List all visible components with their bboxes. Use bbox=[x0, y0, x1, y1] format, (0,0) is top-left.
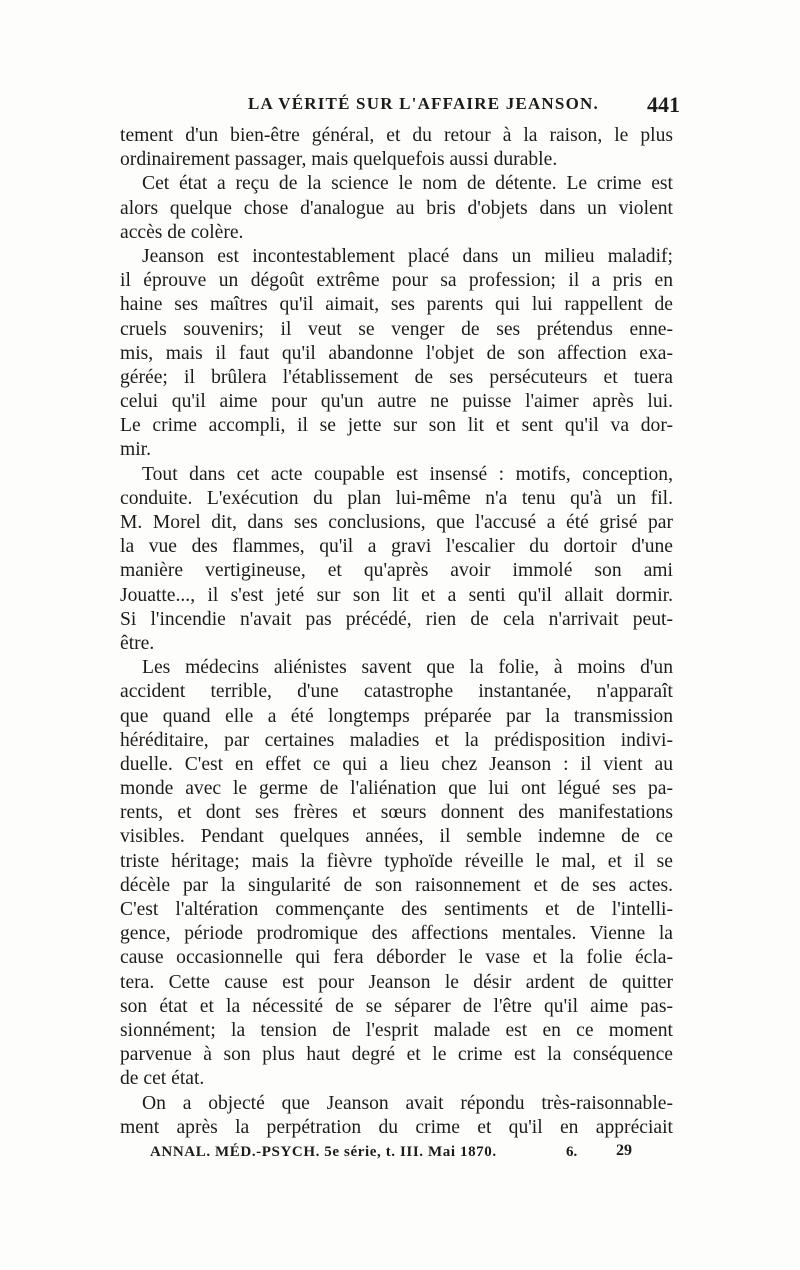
text-line: que quand elle a été longtemps préparée par la transmission bbox=[120, 705, 673, 727]
text-line: gence, période prodromique des affections mentales. Vienne la bbox=[120, 923, 673, 945]
footer-signature-mark: 6. bbox=[566, 1144, 578, 1160]
text-line: mis, mais il faut qu'il abandonne l'objet de son affection exa- bbox=[120, 342, 673, 364]
body-text bbox=[120, 124, 673, 1140]
text-line: décèle par la singularité de son raisonnement et de ses actes. bbox=[120, 874, 673, 896]
text-line: cause occasionnelle qui fera déborder le vase et la folie écla- bbox=[120, 947, 673, 969]
text-line: accès de colère. bbox=[120, 221, 244, 243]
running-title: LA VÉRITÉ SUR L'AFFAIRE JEANSON. bbox=[248, 94, 599, 113]
footer-source: ANNAL. MÉD.-PSYCH. 5e série, t. III. Mai 1870. bbox=[150, 1144, 497, 1160]
text-line: son état et la nécessité de se séparer de l'être qu'il aime pas- bbox=[120, 995, 673, 1017]
text-line: Le crime accompli, il se jette sur son lit et sent qu'il va dor- bbox=[120, 415, 673, 437]
text-line: tement d'un bien-être général, et du retour à la raison, le plus bbox=[120, 125, 673, 146]
page-footer bbox=[150, 1142, 650, 1166]
text-line: tera. Cette cause est pour Jeanson le désir ardent de quitter bbox=[120, 971, 673, 993]
text-line: monde avec le germe de l'aliénation que lui ont légué ses pa- bbox=[120, 778, 673, 800]
running-head bbox=[120, 92, 680, 118]
text-line: mir. bbox=[120, 439, 152, 461]
text-line: conduite. L'exécution du plan lui-même n'a tenu qu'à un fil. bbox=[120, 487, 673, 509]
text-line: haine ses maîtres qu'il aimait, ses parents qui lui rappellent de bbox=[120, 294, 673, 316]
text-line: Les médecins aliénistes savent que la folie, à moins d'un bbox=[142, 657, 673, 679]
footer-sheet-number: 29 bbox=[616, 1142, 632, 1159]
text-line: Si l'incendie n'avait pas précédé, rien de cela n'arrivait peut- bbox=[120, 608, 673, 630]
text-line: manière vertigineuse, et qu'après avoir immolé son ami bbox=[120, 560, 673, 582]
text-line: de cet état. bbox=[120, 1068, 205, 1090]
text-line: Jeanson est incontestablement placé dans un milieu maladif; bbox=[142, 245, 673, 267]
text-line: visibles. Pendant quelques années, il semble indemne de ce bbox=[120, 826, 673, 848]
text-line: alors quelque chose d'analogue au bris d'objets dans un violent bbox=[120, 197, 673, 219]
text-line: il éprouve un dégoût extrême pour sa profession; il a pris en bbox=[120, 270, 673, 292]
text-line: ment après la perpétration du crime et qu'il en appréciait bbox=[120, 1116, 673, 1138]
text-line: duelle. C'est en effet ce qui a lieu chez Jeanson : il vient au bbox=[120, 753, 673, 775]
text-line: celui qu'il aime pour qu'un autre ne puisse l'aimer après lui. bbox=[120, 391, 673, 413]
text-line: parvenue à son plus haut degré et le crime est la conséquence bbox=[120, 1044, 673, 1066]
text-line: On a objecté que Jeanson avait répondu très-raisonnable- bbox=[142, 1092, 673, 1114]
text-line: triste héritage; mais la fièvre typhoïde réveille le mal, et il se bbox=[120, 850, 673, 872]
text-line: ordinairement passager, mais quelquefois aussi durable. bbox=[120, 149, 558, 171]
text-line: cruels souvenirs; il veut se venger de ses prétendus enne- bbox=[120, 318, 673, 340]
text-line: Tout dans cet acte coupable est insensé : motifs, conception, bbox=[142, 463, 673, 485]
text-line: gérée; il brûlera l'établissement de ses persécuteurs et tuera bbox=[120, 366, 673, 388]
text-line: être. bbox=[120, 632, 155, 654]
text-line: sionnément; la tension de l'esprit malade est en ce moment bbox=[120, 1019, 673, 1041]
text-line: M. Morel dit, dans ses conclusions, que l'accusé a été grisé par bbox=[120, 512, 673, 533]
text-line: Jouatte..., il s'est jeté sur son lit et a senti qu'il allait dormir. bbox=[120, 584, 673, 606]
text-line: héréditaire, par certaines maladies et la prédisposition indivi- bbox=[120, 729, 673, 751]
text-line: la vue des flammes, qu'il a gravi l'escalier du dortoir d'une bbox=[120, 536, 673, 558]
text-line: Cet état a reçu de la science le nom de détente. Le crime est bbox=[142, 173, 673, 195]
page-number: 441 bbox=[647, 92, 680, 117]
text-line: accident terrible, d'une catastrophe instantanée, n'apparaît bbox=[120, 681, 673, 703]
text-line: C'est l'altération commençante des sentiments et de l'intelli- bbox=[120, 899, 673, 920]
text-line: rents, et dont ses frères et sœurs donnent des manifestations bbox=[120, 802, 673, 824]
